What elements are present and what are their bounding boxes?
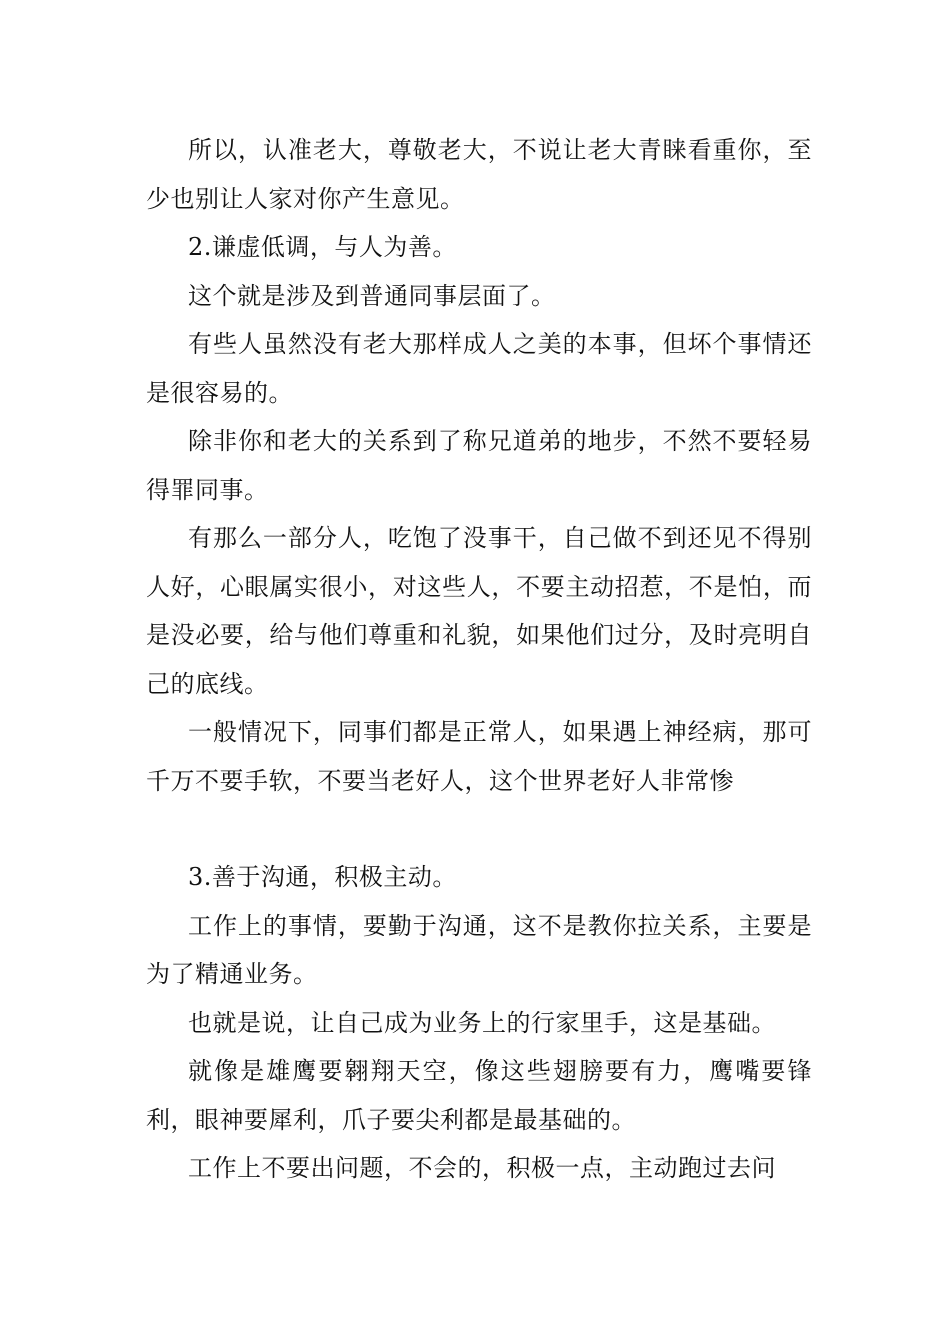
paragraph-2: 这个就是涉及到普通同事层面了。 [188,281,556,310]
paragraph-10: 工作上不要出问题，不会的，积极一点，主动跑过去问 [188,1154,776,1182]
paragraph-3: 有些人虽然没有老大那样成人之美的本事，但坏个事情还是很容易的。 [146,330,812,407]
heading-2: 2.谦虚低调，与人为善。 [188,233,457,261]
paragraph-1: 所以，认准老大，尊敬老大，不说让老大青睐看重你，至少也别让人家对你产生意见。 [146,136,812,213]
paragraph-8: 也就是说，让自己成为业务上的行家里手，这是基础。 [188,1008,776,1037]
heading-3: 3.善于沟通，积极主动。 [188,863,457,891]
paragraph-4: 除非你和老大的关系到了称兄道弟的地步，不然不要轻易得罪同事。 [146,427,812,504]
paragraph-9: 就像是雄鹰要翱翔天空，像这些翅膀要有力，鹰嘴要锋利，眼神要犀利，爪子要尖利都是最基础的。 [146,1057,812,1134]
paragraph-6: 一般情况下，同事们都是正常人，如果遇上神经病，那可千万不要手软，不要当老好人，这个世界老好人非常惨 [146,718,812,795]
blank-line [146,805,812,853]
document-body [146,126,812,1193]
paragraph-7: 工作上的事情，要勤于沟通，这不是教你拉关系，主要是为了精通业务。 [146,911,812,988]
paragraph-5: 有那么一部分人，吃饱了没事干，自己做不到还见不得别人好，心眼属实很小，对这些人，不要主动招惹，不是怕，而是没必要，给与他们尊重和礼貌，如果他们过分，及时亮明自己的底线。 [146,524,812,698]
